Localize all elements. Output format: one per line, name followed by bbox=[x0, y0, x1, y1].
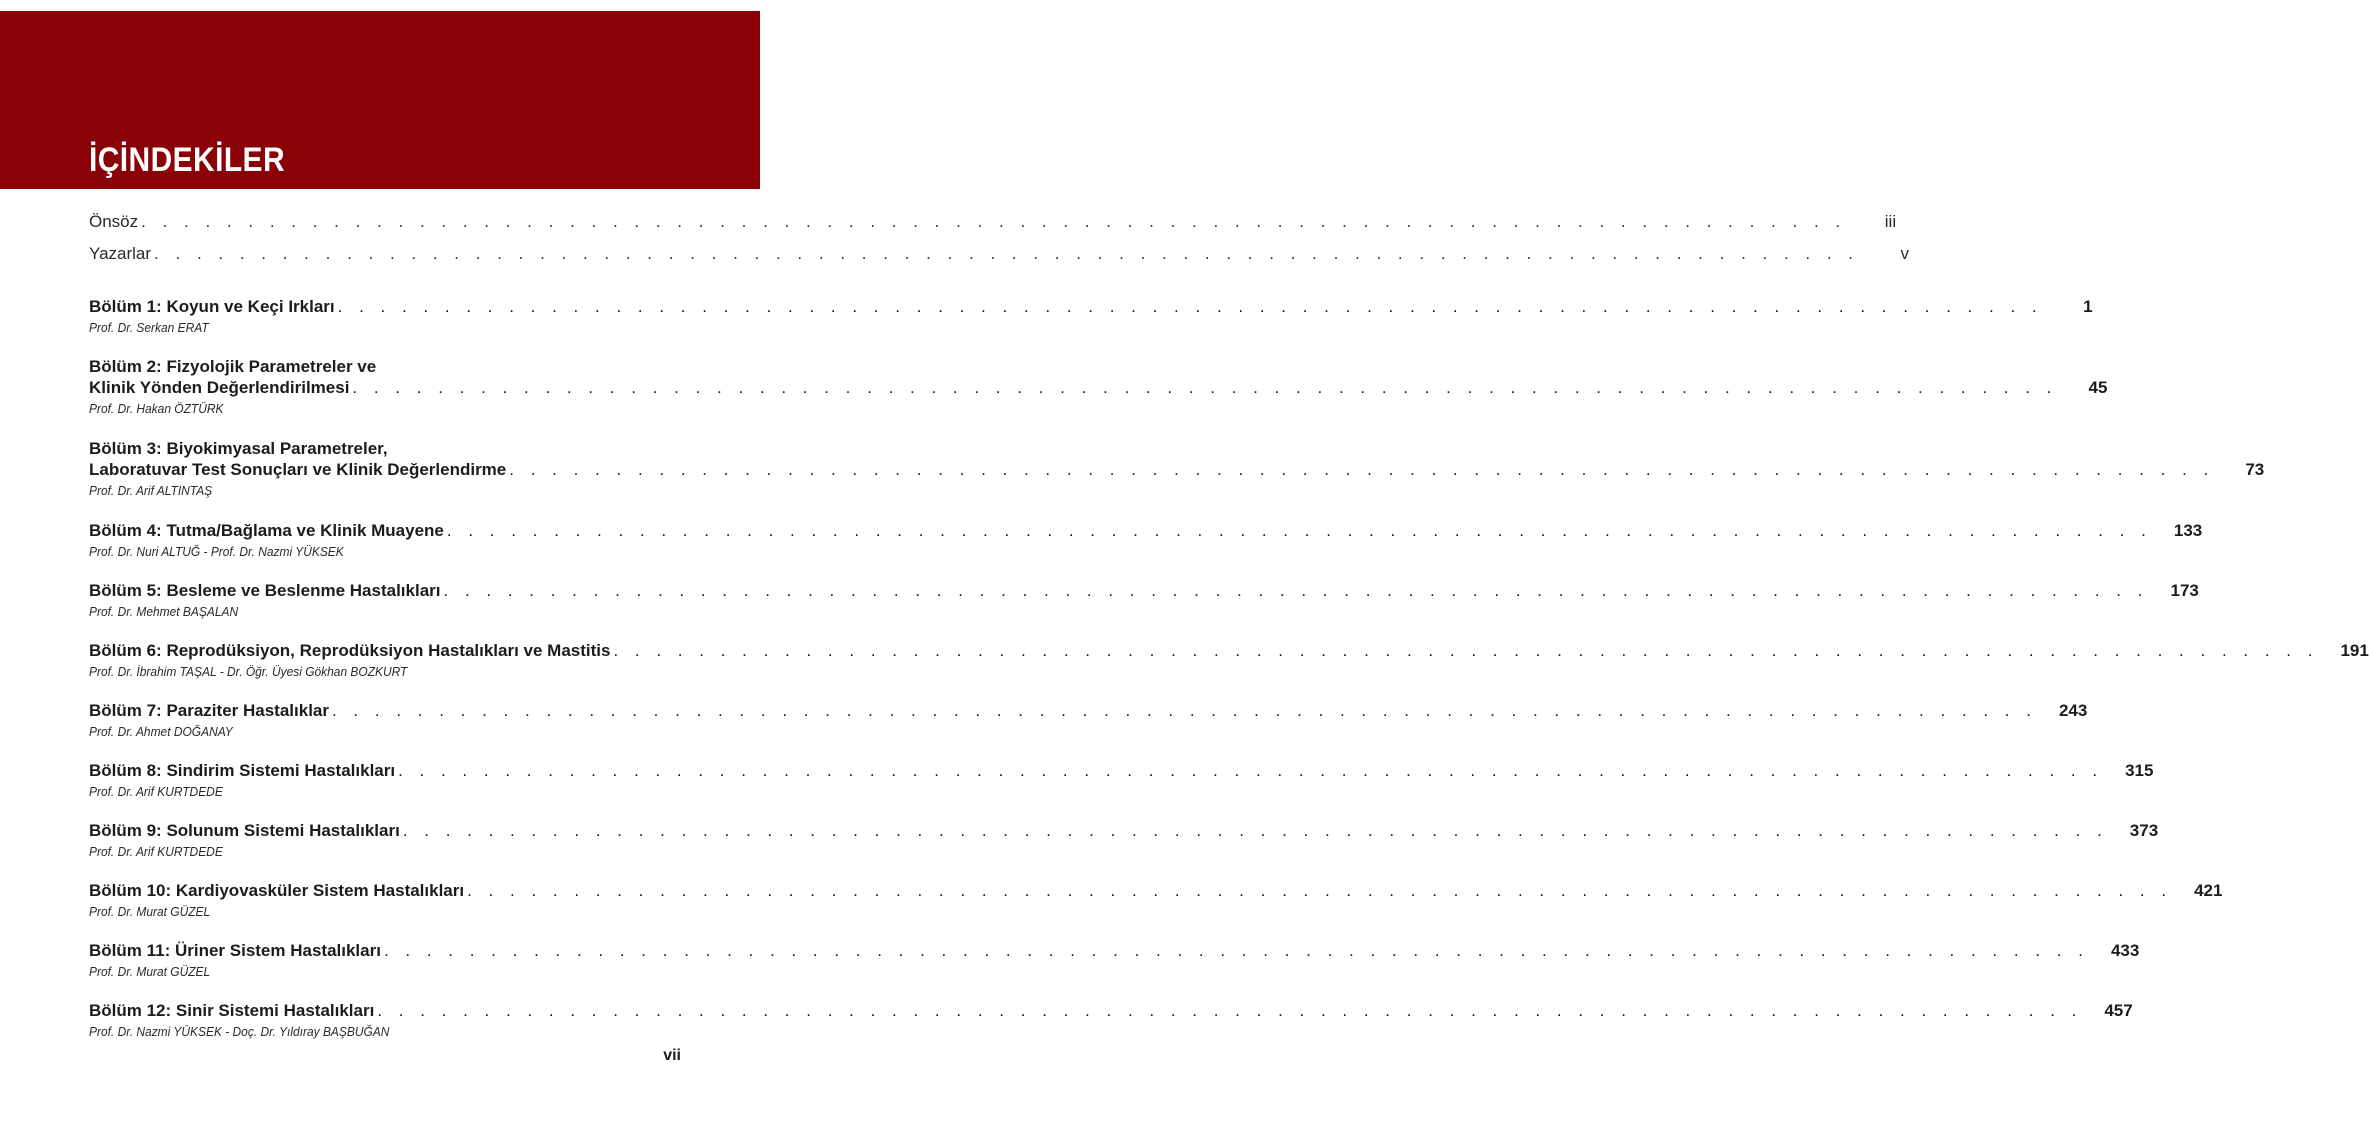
chapter-page: 457 bbox=[2104, 1001, 2133, 1020]
dot-leader: . . . . . . . . . . . . . . . . . . . . . . . . . . . . . . . . . . . . . . . . . . . . . . . . . . . . . . . . . . . . . . . . . . . . . . . . . . . . . . . . bbox=[337, 297, 2043, 316]
chapter-title: Bölüm 5: Besleme ve Beslenme Hastalıkları bbox=[89, 581, 441, 600]
chapter-author: Prof. Dr. Nuri ALTUĞ - Prof. Dr. Nazmi YÜKSEK bbox=[89, 544, 344, 559]
chapter-page: 1 bbox=[2083, 297, 2093, 316]
table-of-contents bbox=[89, 212, 2369, 1039]
chapter-page: 433 bbox=[2110, 941, 2140, 960]
chapter-page: 373 bbox=[2129, 821, 2159, 840]
chapter-title: Laboratuvar Test Sonuçları ve Klinik Değerlendirme bbox=[89, 460, 507, 479]
entry-page: v bbox=[1900, 244, 1910, 263]
dot-leader: . . . . . . . . . . . . . . . . . . . . . . . . . . . . . . . . . . . . . . . . . . . . . . . . . . . . . . . . . . . . . . . . . . . . . . . . . . . . . . . . bbox=[509, 460, 2215, 479]
chapter-author: Prof. Dr. Arif ALTINTAŞ bbox=[89, 483, 213, 498]
chapter-title: Bölüm 10: Kardiyovasküler Sistem Hastalıkları bbox=[89, 881, 465, 900]
chapter-title-row bbox=[89, 520, 2203, 541]
toc-chapter[interactable] bbox=[89, 438, 2265, 500]
toc-chapter[interactable] bbox=[89, 640, 2369, 681]
chapter-title-row bbox=[89, 760, 2154, 781]
toc-chapter[interactable] bbox=[89, 760, 2154, 801]
toc-chapter[interactable] bbox=[89, 356, 2108, 418]
chapter-page: 73 bbox=[2245, 460, 2265, 479]
chapter-title: Klinik Yönden Değerlendirilmesi bbox=[89, 378, 350, 397]
chapter-title: Bölüm 7: Paraziter Hastalıklar bbox=[89, 701, 329, 720]
chapter-title-row bbox=[89, 377, 2108, 398]
dot-leader: . . . . . . . . . . . . . . . . . . . . . . . . . . . . . . . . . . . . . . . . . . . . . . . . . . . . . . . . . . . . . . . . . . . . . . . . . . . . . . . . bbox=[331, 701, 2037, 720]
dot-leader: . . . . . . . . . . . . . . . . . . . . . . . . . . . . . . . . . . . . . . . . . . . . . . . . . . . . . . . . . . . . . . . . . . . . . . . . . . . . . . . . bbox=[141, 212, 1847, 231]
chapter-author: Prof. Dr. Serkan ERAT bbox=[89, 320, 209, 335]
chapter-title: Bölüm 9: Solunum Sistemi Hastalıkları bbox=[89, 821, 400, 840]
chapter-page: 421 bbox=[2194, 881, 2223, 900]
chapter-title-line: Bölüm 3: Biyokimyasal Parametreler, bbox=[89, 439, 388, 458]
page-title: İÇİNDEKİLER bbox=[89, 141, 286, 179]
toc-entry-front[interactable] bbox=[89, 244, 1910, 276]
toc-chapter[interactable] bbox=[89, 700, 2088, 741]
entry-label: Önsöz bbox=[89, 212, 139, 231]
dot-leader: . . . . . . . . . . . . . . . . . . . . . . . . . . . . . . . . . . . . . . . . . . . . . . . . . . . . . . . . . . . . . . . . . . . . . . . . . . . . . . . . bbox=[352, 378, 2058, 397]
chapter-page: 315 bbox=[2125, 761, 2154, 780]
toc-chapter[interactable] bbox=[89, 880, 2223, 921]
chapter-author: Prof. Dr. Arif KURTDEDE bbox=[89, 784, 223, 799]
chapter-title: Bölüm 12: Sinir Sistemi Hastalıkları bbox=[89, 1001, 375, 1020]
page-number: vii bbox=[663, 1047, 681, 1064]
toc-chapter[interactable] bbox=[89, 580, 2199, 621]
chapter-author: Prof. Dr. Murat GÜZEL bbox=[89, 964, 211, 979]
chapter-page: 45 bbox=[2088, 378, 2108, 397]
dot-leader: . . . . . . . . . . . . . . . . . . . . . . . . . . . . . . . . . . . . . . . . . . . . . . . . . . . . . . . . . . . . . . . . . . . . . . . . . . . . . . . . bbox=[383, 941, 2089, 960]
chapter-page: 133 bbox=[2173, 521, 2203, 540]
chapter-page: 191 bbox=[2340, 641, 2369, 660]
chapter-author: Prof. Dr. Nazmi YÜKSEK - Doç. Dr. Yıldıray BAŞBUĞAN bbox=[89, 1024, 390, 1039]
chapter-title: Bölüm 11: Üriner Sistem Hastalıkları bbox=[89, 941, 381, 960]
chapter-title-row bbox=[89, 640, 2369, 661]
chapter-author: Prof. Dr. Murat GÜZEL bbox=[89, 904, 211, 919]
chapter-page: 243 bbox=[2058, 701, 2088, 720]
toc-chapter[interactable] bbox=[89, 940, 2140, 981]
chapter-title-row bbox=[89, 296, 2093, 317]
chapter-author: Prof. Dr. Hakan ÖZTÜRK bbox=[89, 401, 224, 416]
chapter-title-row bbox=[89, 940, 2140, 961]
toc-chapter[interactable] bbox=[89, 820, 2159, 861]
dot-leader: . . . . . . . . . . . . . . . . . . . . . . . . . . . . . . . . . . . . . . . . . . . . . . . . . . . . . . . . . . . . . . . . . . . . . . . . . . . . . . . . bbox=[402, 821, 2108, 840]
toc-chapter[interactable] bbox=[89, 296, 2093, 337]
dot-leader: . . . . . . . . . . . . . . . . . . . . . . . . . . . . . . . . . . . . . . . . . . . . . . . . . . . . . . . . . . . . . . . . . . . . . . . . . . . . . . . . bbox=[154, 244, 1860, 263]
dot-leader: . . . . . . . . . . . . . . . . . . . . . . . . . . . . . . . . . . . . . . . . . . . . . . . . . . . . . . . . . . . . . . . . . . . . . . . . . . . . . . . . bbox=[467, 881, 2173, 900]
chapter-title-row bbox=[89, 880, 2223, 901]
entry-label: Yazarlar bbox=[89, 244, 152, 263]
top-margin bbox=[0, 0, 760, 11]
dot-leader: . . . . . . . . . . . . . . . . . . . . . . . . . . . . . . . . . . . . . . . . . . . . . . . . . . . . . . . . . . . . . . . . . . . . . . . . . . . . . . . . bbox=[613, 641, 2319, 660]
toc-entry-front[interactable] bbox=[89, 212, 1897, 244]
dot-leader: . . . . . . . . . . . . . . . . . . . . . . . . . . . . . . . . . . . . . . . . . . . . . . . . . . . . . . . . . . . . . . . . . . . . . . . . . . . . . . . . bbox=[443, 581, 2149, 600]
chapter-author: Prof. Dr. Mehmet BAŞALAN bbox=[89, 604, 239, 619]
entry-page: iii bbox=[1884, 212, 1897, 231]
header-band bbox=[0, 11, 760, 189]
chapter-title-row bbox=[89, 820, 2159, 841]
chapter-author: Prof. Dr. Ahmet DOĞANAY bbox=[89, 724, 233, 739]
chapter-author: Prof. Dr. Arif KURTDEDE bbox=[89, 844, 223, 859]
chapter-title-line: Bölüm 2: Fizyolojik Parametreler ve bbox=[89, 357, 377, 376]
dot-leader: . . . . . . . . . . . . . . . . . . . . . . . . . . . . . . . . . . . . . . . . . . . . . . . . . . . . . . . . . . . . . . . . . . . . . . . . . . . . . . . . bbox=[398, 761, 2104, 780]
chapter-title-row bbox=[89, 580, 2199, 601]
toc-chapter[interactable] bbox=[89, 520, 2203, 561]
chapter-title: Bölüm 4: Tutma/Bağlama ve Klinik Muayene bbox=[89, 521, 444, 540]
chapter-title-row bbox=[89, 459, 2265, 480]
dot-leader: . . . . . . . . . . . . . . . . . . . . . . . . . . . . . . . . . . . . . . . . . . . . . . . . . . . . . . . . . . . . . . . . . . . . . . . . . . . . . . . . bbox=[446, 521, 2152, 540]
chapter-title: Bölüm 1: Koyun ve Keçi Irkları bbox=[89, 297, 335, 316]
chapter-page: 173 bbox=[2170, 581, 2199, 600]
chapter-title-row bbox=[89, 1000, 2133, 1021]
chapter-author: Prof. Dr. İbrahim TAŞAL - Dr. Öğr. Üyesi Gökhan BOZKURT bbox=[89, 664, 408, 679]
chapter-title: Bölüm 6: Reprodüksiyon, Reprodüksiyon Hastalıkları ve Mastitis bbox=[89, 641, 611, 660]
dot-leader: . . . . . . . . . . . . . . . . . . . . . . . . . . . . . . . . . . . . . . . . . . . . . . . . . . . . . . . . . . . . . . . . . . . . . . . . . . . . . . . . bbox=[377, 1001, 2083, 1020]
chapter-title: Bölüm 8: Sindirim Sistemi Hastalıkları bbox=[89, 761, 396, 780]
toc-chapter[interactable] bbox=[89, 1000, 2133, 1041]
chapter-title-row bbox=[89, 700, 2088, 721]
